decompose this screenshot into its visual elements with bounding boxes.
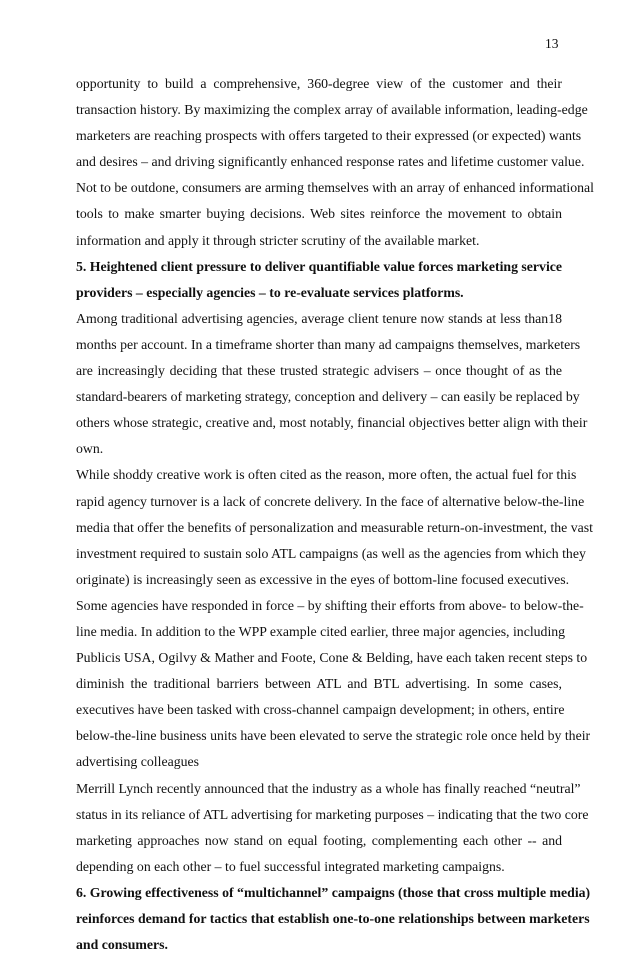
heading-line: providers – especially agencies – to re-evaluate services platforms. xyxy=(76,284,464,300)
text-line: months per account. In a timeframe shorter than many ad campaigns themselves, marketers xyxy=(76,336,581,352)
text-line: opportunity to build a comprehensive, 360-degree view of the customer and their xyxy=(76,76,562,91)
text-line: transaction history. By maximizing the complex array of available information, leading-edge xyxy=(76,102,588,118)
text-line: Not to be outdone, consumers are arming themselves with an array of enhanced informational xyxy=(76,180,594,196)
text-line: below-the-line business units have been elevated to serve the strategic role once held by their xyxy=(76,728,591,744)
text-line: are increasingly deciding that these trusted strategic advisers – once thought of as the xyxy=(76,363,562,379)
text-line: depending on each other – to fuel successful integrated marketing campaigns. xyxy=(76,858,505,874)
text-line: diminish the traditional barriers between ATL and BTL advertising. In some cases, xyxy=(76,676,562,692)
text-line: Publicis USA, Ogilvy & Mather and Foote, Cone & Belding, have each taken recent steps to xyxy=(76,650,588,666)
text-line: originate) is increasingly seen as excessive in the eyes of bottom-line focused executives. xyxy=(76,571,570,587)
heading-line: and consumers. xyxy=(76,937,168,953)
text-line: and desires – and driving significantly enhanced response rates and lifetime customer value. xyxy=(76,154,585,170)
text-line: Among traditional advertising agencies, average client tenure now stands at less than18 xyxy=(76,310,562,326)
text-line: information and apply it through stricter scrutiny of the available market. xyxy=(76,232,480,248)
page-number: 13 xyxy=(545,36,559,51)
text-line: marketing approaches now stand on equal footing, complementing each other -- and xyxy=(76,832,562,848)
text-line: Merrill Lynch recently announced that the industry as a whole has finally reached “neutral” xyxy=(76,780,581,796)
text-line: advertising colleagues xyxy=(76,754,199,770)
text-line: line media. In addition to the WPP example cited earlier, three major agencies, including xyxy=(76,623,566,639)
heading-line: 5. Heightened client pressure to deliver quantifiable value forces marketing service xyxy=(76,258,563,274)
text-line: executives have been tasked with cross-channel campaign development; in others, entire xyxy=(76,702,565,718)
text-line: standard-bearers of marketing strategy, conception and delivery – can easily be replaced by xyxy=(76,389,580,405)
text-line: Some agencies have responded in force – by shifting their efforts from above- to below-the- xyxy=(76,597,584,613)
body-text xyxy=(76,71,594,958)
text-line: others whose strategic, creative and, most notably, financial objectives better align with their xyxy=(76,415,588,431)
text-line: status in its reliance of ATL advertising for marketing purposes – indicating that the two core xyxy=(76,806,589,822)
heading-line: 6. Growing effectiveness of “multichannel” campaigns (those that cross multiple media) xyxy=(76,884,591,900)
text-line: While shoddy creative work is often cited as the reason, more often, the actual fuel for this xyxy=(76,467,577,483)
text-line: tools to make smarter buying decisions. Web sites reinforce the movement to obtain xyxy=(76,206,562,222)
text-line: investment required to sustain solo ATL campaigns (as well as the agencies from which they xyxy=(76,545,586,561)
text-line: rapid agency turnover is a lack of concrete delivery. In the face of alternative below-the-line xyxy=(76,493,585,509)
text-line: own. xyxy=(76,441,104,457)
text-line: media that offer the benefits of personalization and measurable return-on-investment, the vast xyxy=(76,519,593,535)
text-line: marketers are reaching prospects with offers targeted to their expressed (or expected) wants xyxy=(76,128,582,144)
heading-line: reinforces demand for tactics that establish one-to-one relationships between marketers xyxy=(76,911,590,926)
